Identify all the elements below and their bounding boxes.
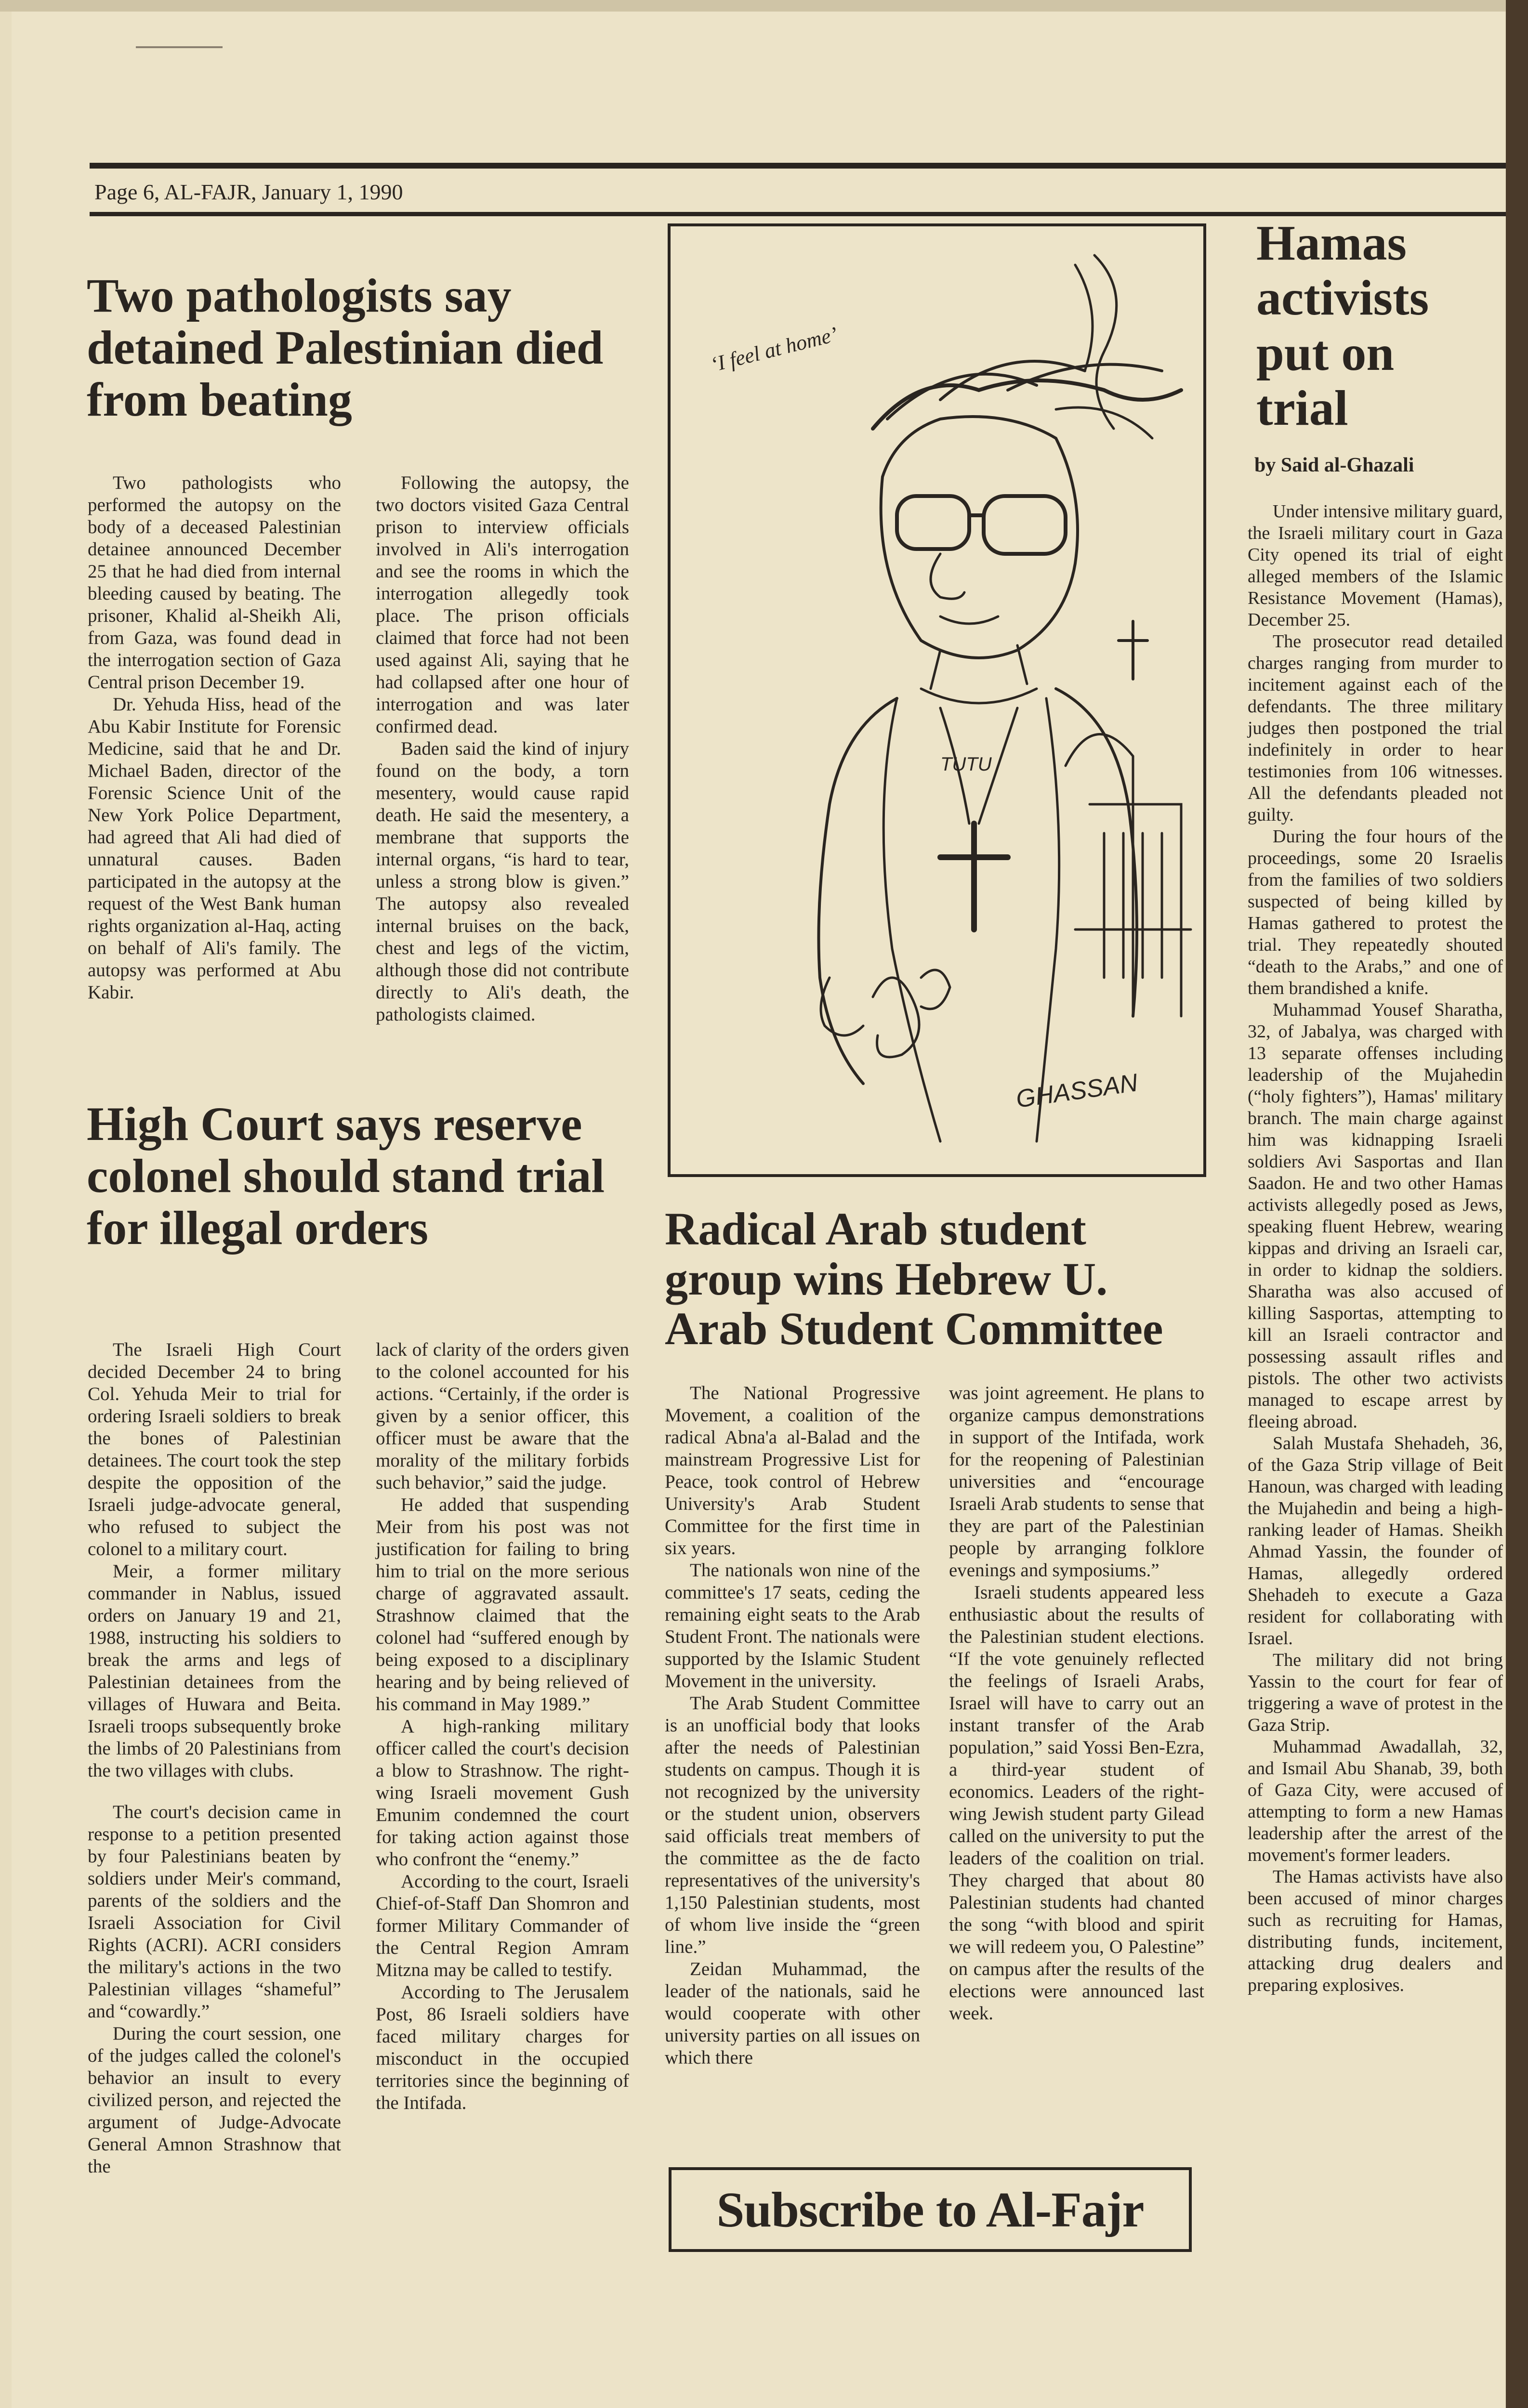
paragraph: Dr. Yehuda Hiss, head of the Abu Kabir Institute for Forensic Medicine, said that he and Dr. Michael Baden, director of the Forensic Science Unit of the New York Police Department, had agreed that Ali had died of unnatural causes. Baden participated in the autopsy at the request of the West Bank human rights organization al-Haq, acting on behalf of Ali's family. The autopsy was performed at Abu Kabir. <box>88 694 341 1003</box>
article3-column-1 <box>665 1382 920 2069</box>
paragraph: The Hamas activists have also been accused of minor charges such as recruiting for Hamas, distributing funds, incitement, attacking drug dealers and preparing explosives. <box>1248 1867 1503 1995</box>
paragraph: According to the court, Israeli Chief-of-Staff Dan Shomron and former Military Commander of the Central Region Amram Mitzna may be called to testify. <box>376 1871 629 1980</box>
binding-edge <box>1506 0 1528 2408</box>
subscribe-box <box>669 2167 1192 2252</box>
paragraph: According to The Jerusalem Post, 86 Israeli soldiers have faced military charges for misconduct in the occupied territories since the beginning of the Intifada. <box>376 1982 629 2113</box>
paragraph: The prosecutor read detailed charges ranging from murder to incitement against each of the defendants. The three military judges then postponed the trial indefinitely in order to hear testimonies from 106 witnesses. All the defendants pleaded not guilty. <box>1248 631 1503 825</box>
folio: Page 6, AL-FAJR, January 1, 1990 <box>94 180 403 204</box>
paragraph: The Israeli High Court decided December 24 to bring Col. Yehuda Meir to trial for ordering Israeli soldiers to break the bones of Palestinian detainees. The court took the step despite the opposition of the Israeli judge-advocate general, who refused to subject the colonel to a military court. <box>88 1339 341 1559</box>
paragraph: Muhammad Yousef Sharatha, 32, of Jabalya, was charged with 13 separate offenses including leadership of the Mujahedin (“holy fighters”), Hamas' military branch. The main charge against him was kidnapping Israeli soldiers Avi Sasportas and Ilan Saadon. He and two other Hamas activists allegedly posed as Jews, speaking fluent Hebrew, wearing kippas and driving an Israeli car, in order to kidnap the soldiers. Sharatha was also accused of killing Sasportas, attempting to kill an Israeli contractor and possessing assault rifles and pistols. The other two activists managed to escape arrest by fleeing abroad. <box>1248 1000 1503 1432</box>
paragraph: Zeidan Muhammad, the leader of the nationals, said he would cooperate with other university parties on all issues on which there <box>665 1959 920 2068</box>
paragraph: He added that suspending Meir from his post was not justification for failing to bring him to trial on the more serious charge of aggravated assault. Strashnow claimed that the colonel had “suffered enough by being exposed to a disciplinary hearing and by being relieved of his command in May 1989.” <box>376 1494 629 1714</box>
paragraph: Salah Mustafa Shehadeh, 36, of the Gaza Strip village of Beit Hanoun, was charged with leading the Mujahedin and being a high-ranking leader of Hamas. Sheikh Ahmad Yassin, the founder of Hamas, allegedly ordered Shehadeh to execute a Gaza resident for collaborating with Israel. <box>1248 1433 1503 1649</box>
cartoon-collar-text: TUTU <box>940 754 992 775</box>
paragraph: Meir, a former military commander in Nablus, issued orders on January 19 and 21, 1988, instructing his soldiers to break the arms and legs of Palestinian detainees from the villages of Huwara and Beita. Israeli troops subsequently broke the limbs of 20 Palestinians from the two villages with clubs. <box>88 1561 341 1781</box>
paragraph: Under intensive military guard, the Israeli military court in Gaza City opened its trial of eight alleged members of the Islamic Resistance Movement (Hamas), December 25. <box>1248 501 1503 630</box>
article2-column-1 <box>88 1339 341 2178</box>
paragraph: A high-ranking military officer called the court's decision a blow to Strashnow. The right-wing Israeli movement Gush Emunim condemned the court for taking action against those who confront the “enemy.” <box>376 1716 629 1870</box>
cartoon-signature: GHASSAN <box>1014 1069 1140 1113</box>
paragraph: Israeli students appeared less enthusiastic about the results of the Palestinian student elections. “If the vote genuinely reflected the feelings of Israeli Arabs, Israel will have to carry out an instant transfer of the Arab population,” said Yossi Ben-Ezra, a third-year student of economics. Leaders of the right-wing Jewish student party Gilead called on the university to put the leaders of the coalition on trial. They charged that about 80 Palestinian students had chanted the song “with blood and spirit we will redeem you, O Palestine” on campus after the results of the elections were announced last week. <box>949 1582 1204 2024</box>
paragraph: The National Progressive Movement, a coalition of the radical Abna'a al-Balad and the mainstream Progressive List for Peace, took control of Hebrew University's Arab Student Committee for the first time in six years. <box>665 1383 920 1558</box>
paragraph: Muhammad Awadallah, 32, and Ismail Abu Shanab, 39, both of Gaza City, were accused of attempting to form a new Hamas leadership after the arrest of the movement's former leaders. <box>1248 1737 1503 1865</box>
article3-column-2 <box>949 1382 1204 2025</box>
cartoon-caption: ‘I feel at home’ <box>708 322 840 377</box>
paragraph: was joint agreement. He plans to organize campus demonstrations in support of the Intifada, work for the reopening of Palestinian universities and “encourage Israeli Arab students to sense that they are part of the Palestinian people by arranging folklore evenings and symposiums.” <box>949 1383 1204 1581</box>
page-top-edge <box>0 0 1528 12</box>
paragraph: Two pathologists who performed the autopsy on the body of a deceased Palestinian detainee announced December 25 that he had died from internal bleeding caused by beating. The prisoner, Khalid al-Sheikh Ali, from Gaza, was found dead in the interrogation section of Gaza Central prison December 19. <box>88 472 341 693</box>
headline-high-court: High Court says reserve colonel should stand trial for illegal orders <box>87 1097 605 1255</box>
top-rule <box>90 163 1506 169</box>
paragraph: The military did not bring Yassin to the court for fear of triggering a wave of protest in the Gaza Strip. <box>1248 1650 1503 1735</box>
headline-pathologists: Two pathologists say detained Palestinian died from beating <box>87 269 604 426</box>
article2-column-2 <box>376 1339 629 2114</box>
paragraph: Following the autopsy, the two doctors visited Gaza Central prison to interview officials involved in Ali's interrogation and see the rooms in which the interrogation allegedly took place. The prison officials claimed that force had not been used against Ali, saying that he had collapsed after one hour of interrogation and was later confirmed dead. <box>376 472 629 737</box>
paragraph: The nationals won nine of the committee's 17 seats, ceding the remaining eight seats to the Arab Student Front. The nationals were supported by the Islamic Student Movement in the university. <box>665 1560 920 1691</box>
paragraph: lack of clarity of the orders given to the colonel accounted for his actions. “Certainly, if the order is given by a senior officer, this officer must be aware that the morality of the military forbids such behavior,” said the judge. <box>376 1339 629 1493</box>
editorial-cartoon <box>668 223 1206 1177</box>
article4-column <box>1248 501 1503 1996</box>
headline-hamas: Hamas activists put on trial <box>1256 215 1429 436</box>
byline: by Said al-Ghazali <box>1254 454 1414 476</box>
paragraph: Baden said the kind of injury found on the body, a torn mesentery, would cause rapid death. He said the mesentery, a membrane that supports the internal organs, “is hard to tear, unless a strong blow is given.” The autopsy also revealed internal bruises on the back, chest and legs of the victim, although those did not contribute directly to Ali's death, the pathologists claimed. <box>376 738 629 1025</box>
paragraph: During the court session, one of the judges called the colonel's behavior an insult to every civilized person, and rejected the argument of Judge-Advocate General Amnon Strashnow that the <box>88 2023 341 2177</box>
paragraph: The court's decision came in response to a petition presented by four Palestinians beaten by soldiers under Meir's command, parents of the soldiers and the Israeli Association for Civil Rights (ACRI). ACRI considers the military's actions in the two Palestinian villages “shameful” and “cowardly.” <box>88 1802 341 2022</box>
paragraph: The Arab Student Committee is an unofficial body that looks after the needs of Palestinian students on campus. Though it is not recognized by the university or the student union, observers said officials treat members of the committee as the de facto representatives of the university's 1,150 Palestinian students, most of whom live inside the “green line.” <box>665 1693 920 1957</box>
headline-student-group: Radical Arab student group wins Hebrew U. Arab Student Committee <box>665 1203 1163 1355</box>
subscribe-text: Subscribe to Al-Fajr <box>716 2182 1144 2238</box>
paragraph: During the four hours of the proceedings, some 20 Israelis from the families of two soldiers suspected of being killed by Hamas gathered to protest the trial. They repeatedly shouted “death to the Arabs,” and one of them brandished a knife. <box>1248 826 1503 998</box>
cartoon-drawing <box>671 226 1203 1174</box>
article1-column-2 <box>376 472 629 1026</box>
article1-column-1 <box>88 472 341 1004</box>
ink-mark <box>136 46 223 48</box>
